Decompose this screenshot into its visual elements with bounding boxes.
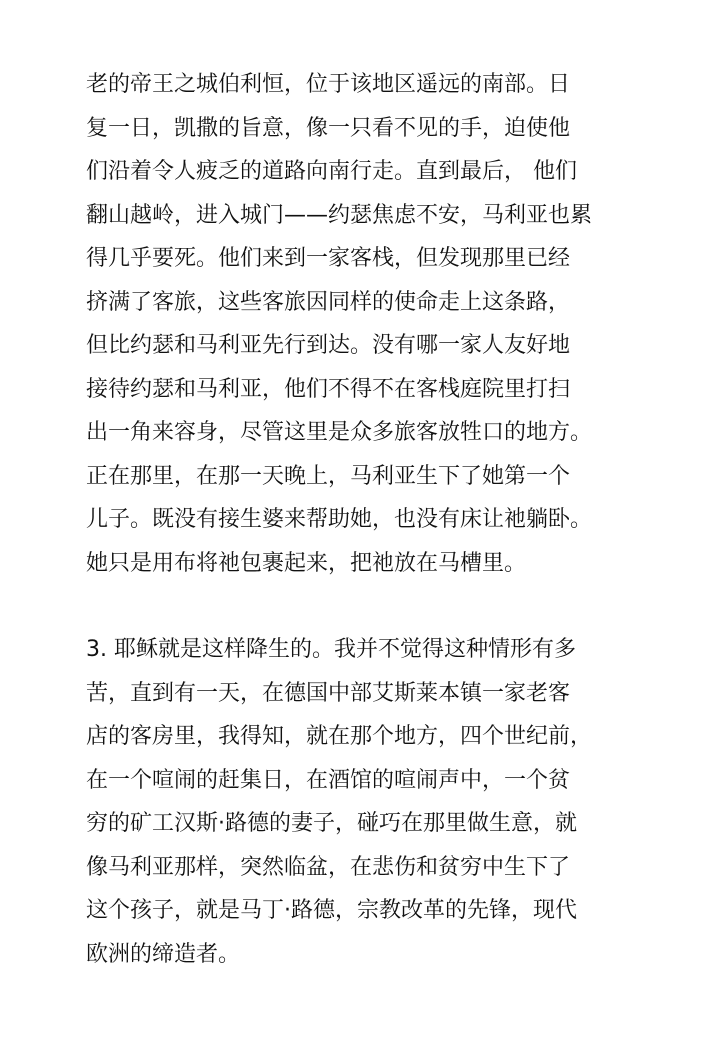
text-line: 正在那里，在那一天晚上，马利亚生下了她第一个 — [86, 463, 571, 489]
text-line: 穷的矿工汉斯·路德的妻子，碰巧在那里做生意，就 — [86, 811, 577, 836]
text-line: 在一个喧闹的赶集日，在酒馆的喧闹声中，一个贫 — [86, 767, 571, 793]
paragraph-luther — [86, 628, 646, 976]
text-line: 像马利亚那样，突然临盆，在悲伤和贫穷中生下了 — [86, 854, 571, 880]
text-line: 欧洲的缔造者。 — [86, 941, 241, 967]
text-line: 这个孩子，就是马丁·路德，宗教改革的先锋，现代 — [86, 898, 577, 923]
text-line: 儿子。既没有接生婆来帮助她，也没有床让祂躺卧。 — [86, 507, 593, 532]
text-line: 她只是用布将祂包裹起来，把祂放在马槽里。 — [86, 550, 527, 576]
text-line: 们沿着令人疲乏的道路向南行走。直到最后， 他们 — [86, 159, 577, 184]
text-line: 接待约瑟和马利亚，他们不得不在客栈庭院里打扫 — [86, 376, 571, 402]
text-line: 出一角来容身，尽管这里是众多旅客放牲口的地方。 — [86, 420, 593, 445]
document-page — [86, 63, 646, 976]
paragraph-spacer — [86, 585, 646, 628]
text-line: 翻山越岭，进入城门——约瑟焦虑不安，马利亚也累 — [86, 202, 593, 228]
text-line: 复一日，凯撒的旨意，像一只看不见的手，迫使他 — [86, 115, 571, 141]
paragraph-bethlehem — [86, 63, 646, 585]
text-line: 得几乎要死。他们来到一家客栈，但发现那里已经 — [86, 246, 571, 271]
text-line: 老的帝王之城伯利恒，位于该地区遥远的南部。日 — [86, 72, 571, 97]
text-line: 3. 耶稣就是这样降生的。我并不觉得这种情形有多 — [86, 637, 576, 662]
text-line: 苦，直到有一天，在德国中部艾斯莱本镇一家老客 — [86, 680, 571, 706]
text-line: 挤满了客旅，这些客旅因同样的使命走上这条路， — [86, 289, 571, 315]
text-line: 店的客房里，我得知，就在那个地方，四个世纪前， — [86, 724, 593, 749]
text-line: 但比约瑟和马利亚先行到达。没有哪一家人友好地 — [86, 333, 571, 358]
